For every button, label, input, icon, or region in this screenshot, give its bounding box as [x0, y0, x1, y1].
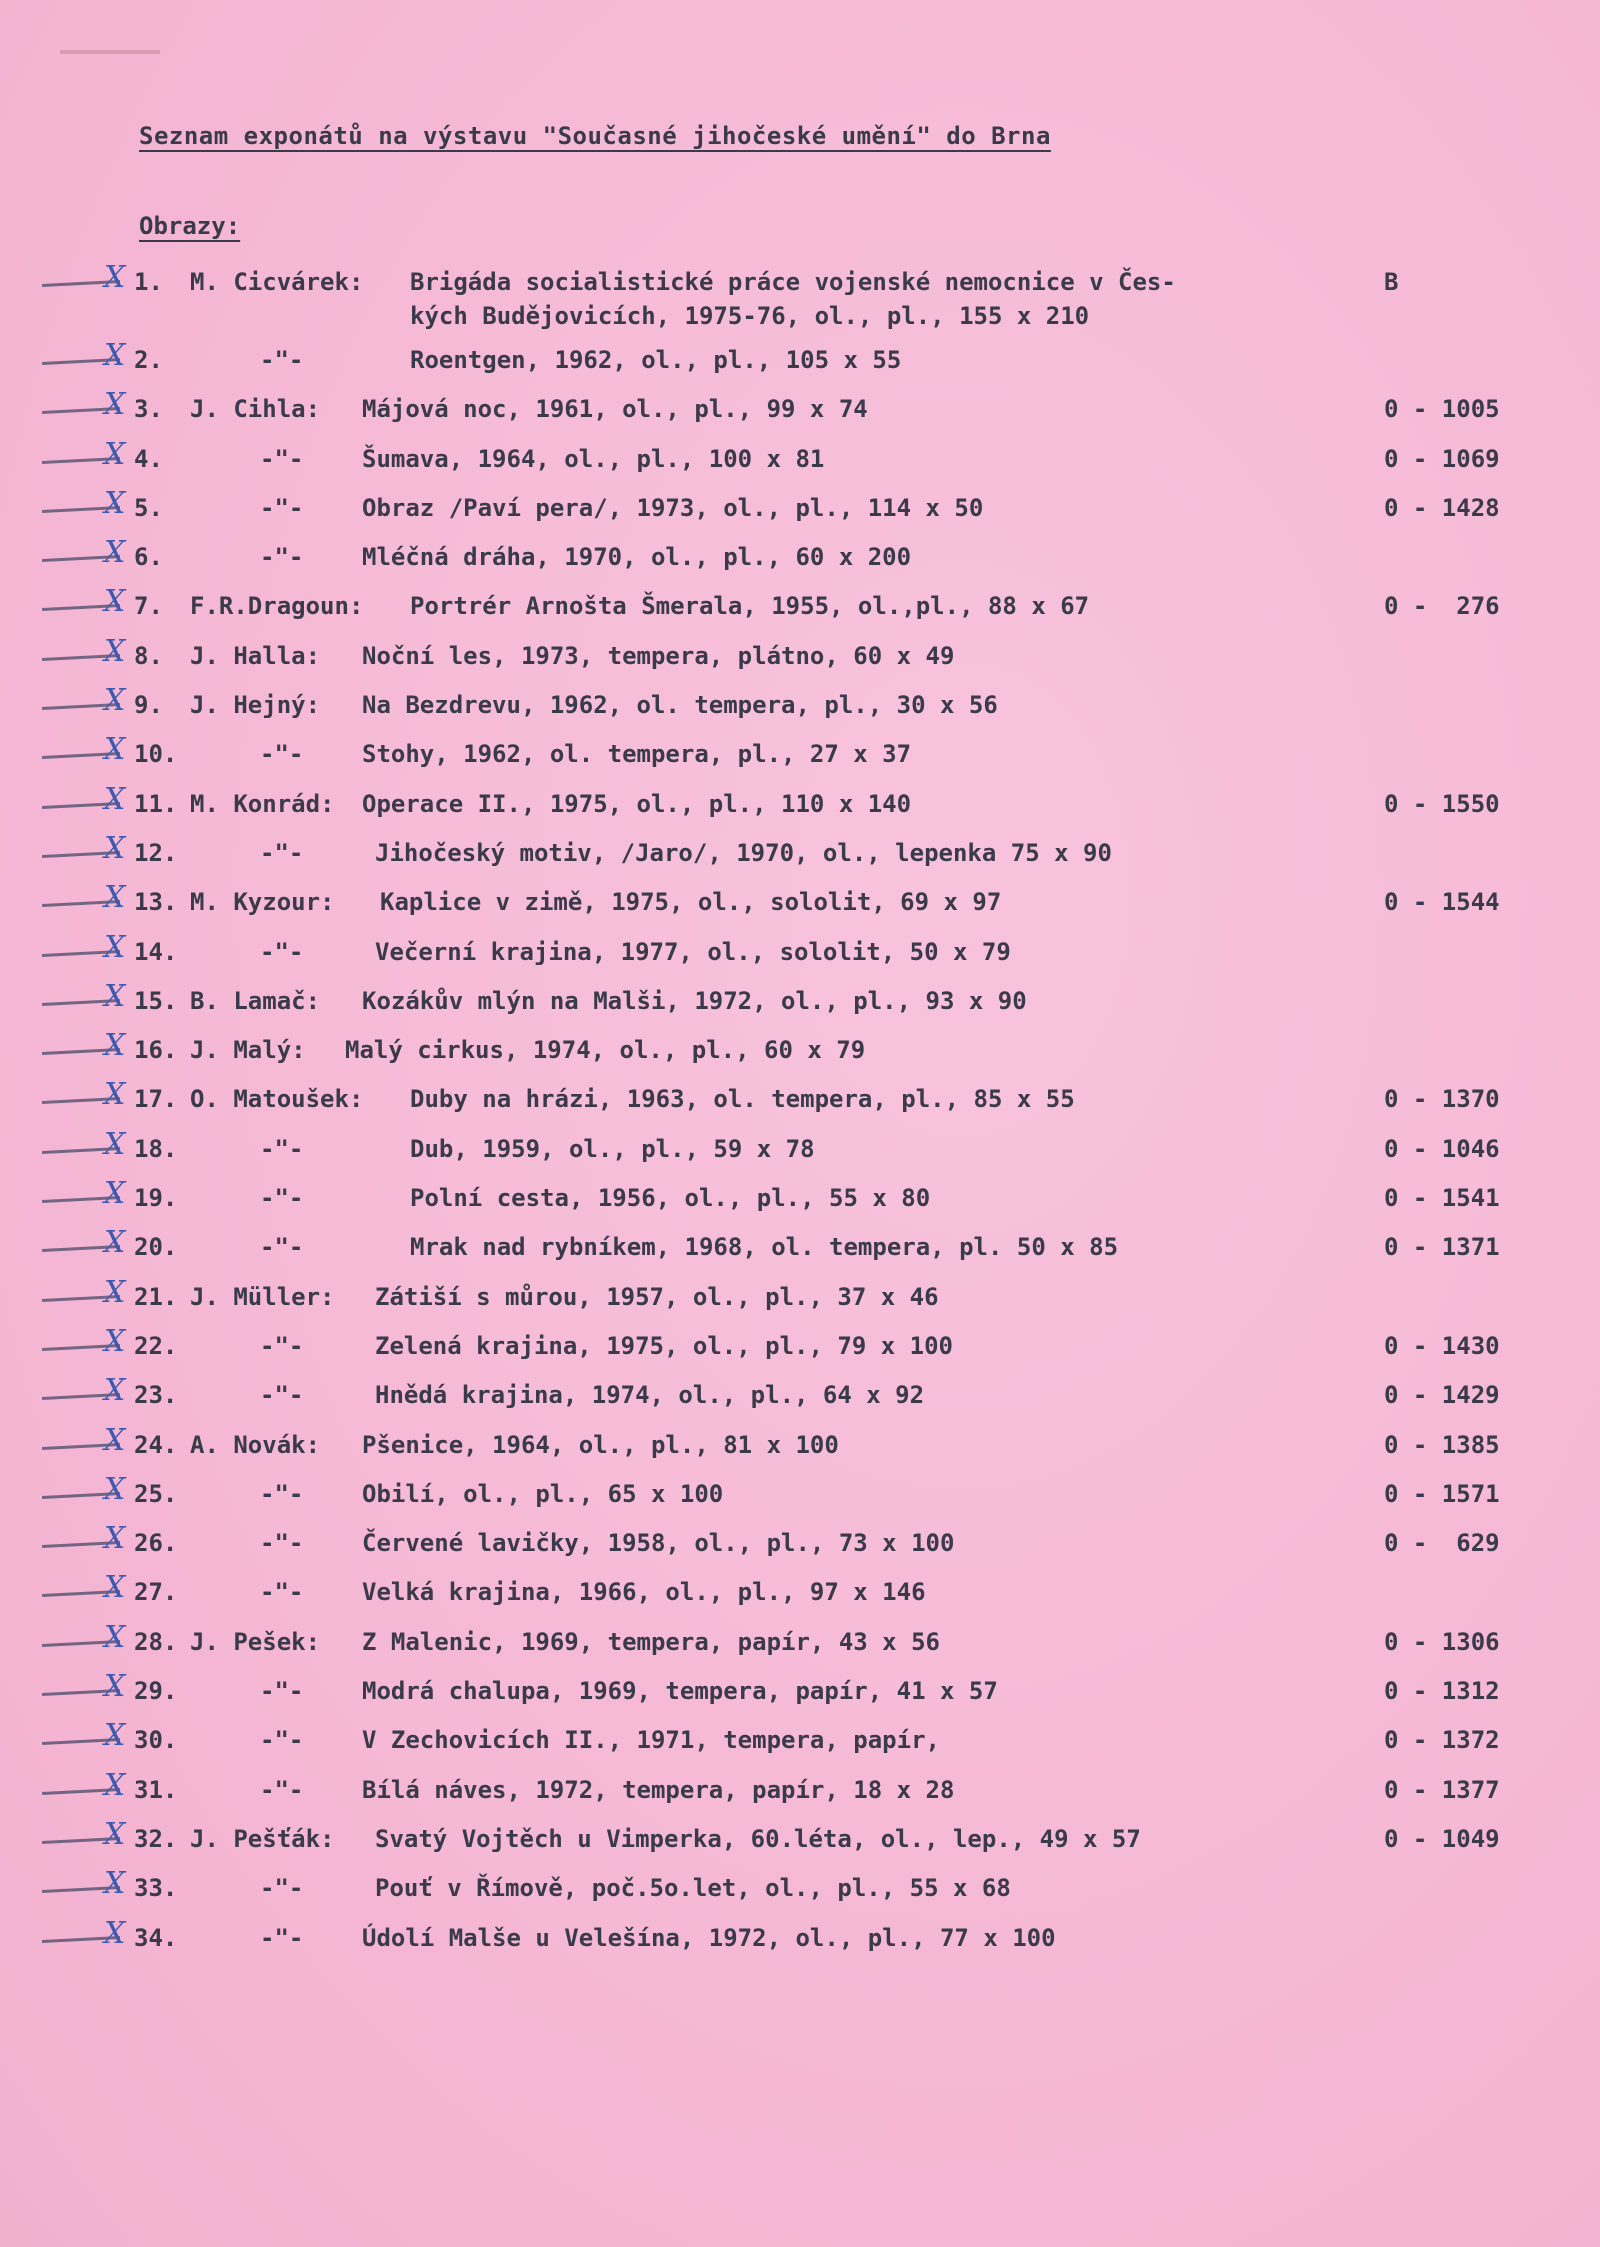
x-mark-icon: X	[104, 1126, 126, 1162]
list-item	[0, 389, 1600, 438]
item-number: 31.	[134, 1775, 178, 1804]
item-number: 20.	[134, 1233, 178, 1262]
exhibit-list	[0, 262, 1600, 1967]
section-heading: Obrazy:	[139, 212, 241, 240]
check-mark-icon	[42, 387, 126, 423]
check-mark-icon	[42, 1718, 126, 1754]
document-title: Seznam exponátů na výstavu "Současné jihočeské umění" do Brna	[139, 122, 1051, 150]
inventory-number: 0 - 1049	[1384, 1824, 1500, 1853]
x-mark-icon: X	[104, 683, 126, 719]
item-number: 7.	[134, 592, 163, 621]
item-work: Májová noc, 1961, ol., pl., 99 x 74	[362, 395, 868, 424]
item-author: J. Pešťák:	[190, 1824, 335, 1853]
list-item	[0, 1126, 1600, 1178]
check-mark-icon	[42, 880, 126, 916]
item-number: 3.	[134, 395, 163, 424]
item-work: Stohy, 1962, ol. tempera, pl., 27 x 37	[362, 740, 912, 769]
list-item	[0, 685, 1600, 734]
check-mark-icon	[42, 1471, 126, 1508]
item-number: 8.	[134, 641, 163, 670]
x-mark-icon: X	[104, 1422, 126, 1458]
check-mark-icon	[42, 260, 126, 296]
item-author: J. Halla:	[190, 641, 321, 670]
item-number: 33.	[134, 1874, 178, 1903]
item-author: -"-	[260, 1184, 304, 1213]
item-number: 19.	[134, 1184, 178, 1213]
list-item	[0, 929, 1600, 981]
item-work: Zelená krajina, 1975, ol., pl., 79 x 100	[375, 1331, 953, 1360]
item-work: Hnědá krajina, 1974, ol., pl., 64 x 92	[375, 1381, 925, 1410]
item-author: -"-	[260, 493, 304, 522]
check-mark-icon	[42, 1422, 126, 1459]
list-item	[0, 830, 1600, 882]
item-work: Svatý Vojtěch u Vimperka, 60.léta, ol., lep., 49 x 57	[375, 1824, 1141, 1853]
check-mark-icon	[42, 978, 126, 1015]
check-mark-icon	[42, 1373, 126, 1409]
x-mark-icon: X	[104, 260, 126, 295]
x-mark-icon: X	[104, 584, 126, 620]
list-item	[0, 1915, 1600, 1967]
inventory-number: 0 - 1371	[1384, 1233, 1500, 1262]
check-mark-icon	[42, 485, 126, 522]
check-mark-icon	[42, 1274, 126, 1311]
list-item	[0, 734, 1600, 783]
x-mark-icon: X	[104, 781, 126, 817]
item-number: 1.	[134, 268, 163, 296]
list-item	[0, 1227, 1600, 1276]
inventory-number: 0 - 1544	[1384, 888, 1500, 917]
x-mark-icon: X	[104, 1767, 126, 1803]
x-mark-icon: X	[104, 1718, 126, 1754]
item-work: Na Bezdrevu, 1962, ol. tempera, pl., 30 x 56	[362, 691, 998, 720]
list-item	[0, 1671, 1600, 1720]
item-author: -"-	[260, 1775, 304, 1804]
check-mark-icon	[42, 1816, 126, 1853]
inventory-number: 0 - 1430	[1384, 1331, 1500, 1360]
list-item	[0, 1079, 1600, 1128]
list-item	[0, 485, 1600, 537]
item-work: Z Malenic, 1969, tempera, papír, 43 x 56	[362, 1627, 940, 1656]
item-work: Bílá náves, 1972, tempera, papír, 18 x 28	[362, 1775, 955, 1804]
item-work: Zátiší s můrou, 1957, ol., pl., 37 x 46	[375, 1282, 939, 1311]
item-author: J. Cihla:	[190, 395, 321, 424]
list-item	[0, 882, 1600, 931]
item-number: 15.	[134, 986, 178, 1015]
inventory-number: 0 - 1385	[1384, 1430, 1500, 1459]
item-author: -"-	[260, 1381, 304, 1410]
item-number: 27.	[134, 1578, 178, 1607]
item-work-continued: kých Budějovicích, 1975-76, ol., pl., 155 x 210	[410, 302, 1090, 330]
item-author: -"-	[260, 1677, 304, 1706]
item-number: 16.	[134, 1036, 178, 1065]
item-number: 4.	[134, 444, 163, 473]
inventory-number: 0 - 1429	[1384, 1381, 1500, 1410]
item-work: Obilí, ol., pl., 65 x 100	[362, 1479, 724, 1508]
item-author: -"-	[260, 740, 304, 769]
inventory-number: 0 - 1372	[1384, 1726, 1500, 1755]
item-author: -"-	[260, 1578, 304, 1607]
inventory-number: 0 - 1550	[1384, 789, 1500, 818]
item-number: 34.	[134, 1923, 178, 1952]
paper-smudge	[60, 50, 160, 54]
item-number: 28.	[134, 1627, 178, 1656]
inventory-number: 0 - 1046	[1384, 1134, 1500, 1163]
x-mark-icon: X	[104, 1866, 126, 1902]
list-item	[0, 537, 1600, 586]
x-mark-icon: X	[104, 1274, 126, 1310]
item-number: 10.	[134, 740, 178, 769]
list-item	[0, 1767, 1600, 1819]
item-work: Modrá chalupa, 1969, tempera, papír, 41 x 57	[362, 1677, 998, 1706]
item-author: -"-	[260, 1479, 304, 1508]
inventory-number: 0 - 1306	[1384, 1627, 1500, 1656]
item-number: 22.	[134, 1331, 178, 1360]
check-mark-icon	[42, 1028, 126, 1064]
item-number: 26.	[134, 1529, 178, 1558]
item-number: 25.	[134, 1479, 178, 1508]
inventory-number: 0 - 1370	[1384, 1085, 1500, 1114]
item-work: Pšenice, 1964, ol., pl., 81 x 100	[362, 1430, 839, 1459]
x-mark-icon: X	[104, 485, 126, 521]
item-number: 17.	[134, 1085, 178, 1114]
item-number: 5.	[134, 493, 163, 522]
check-mark-icon	[42, 1176, 126, 1212]
check-mark-icon	[42, 830, 126, 867]
check-mark-icon	[42, 1767, 126, 1804]
list-item	[0, 1375, 1600, 1424]
check-mark-icon	[42, 1521, 126, 1557]
list-item	[0, 340, 1600, 389]
list-item	[0, 1572, 1600, 1621]
list-item	[0, 1323, 1600, 1375]
check-mark-icon	[42, 1866, 126, 1902]
item-number: 13.	[134, 888, 178, 917]
item-work: Dub, 1959, ol., pl., 59 x 78	[410, 1134, 815, 1163]
check-mark-icon	[42, 732, 126, 768]
check-mark-icon	[42, 781, 126, 818]
item-work: Údolí Malše u Velešína, 1972, ol., pl., 77 x 100	[362, 1923, 1056, 1952]
item-author: -"-	[260, 1331, 304, 1360]
x-mark-icon: X	[104, 1521, 126, 1557]
item-author: -"-	[260, 1874, 304, 1903]
item-work: Jihočeský motiv, /Jaro/, 1970, ol., lepenka 75 x 90	[375, 838, 1112, 867]
item-work: Noční les, 1973, tempera, plátno, 60 x 49	[362, 641, 955, 670]
item-work: Obraz /Paví pera/, 1973, ol., pl., 114 x 50	[362, 493, 984, 522]
item-work: Večerní krajina, 1977, ol., sololit, 50 x 79	[375, 937, 1011, 966]
inventory-number: 0 - 1571	[1384, 1479, 1500, 1508]
x-mark-icon: X	[104, 732, 126, 768]
item-work: Duby na hrázi, 1963, ol. tempera, pl., 85 x 55	[410, 1085, 1075, 1114]
item-author: -"-	[260, 838, 304, 867]
list-item	[0, 1619, 1600, 1671]
list-item	[0, 586, 1600, 635]
list-item	[0, 1422, 1600, 1474]
list-item	[0, 1178, 1600, 1227]
list-item	[0, 1030, 1600, 1079]
item-number: 30.	[134, 1726, 178, 1755]
check-mark-icon	[42, 584, 126, 620]
item-author: J. Malý:	[190, 1036, 306, 1065]
check-mark-icon	[42, 436, 126, 473]
check-mark-icon	[42, 633, 126, 670]
inventory-number: 0 - 1541	[1384, 1184, 1500, 1213]
item-number: 14.	[134, 937, 178, 966]
x-mark-icon: X	[104, 1176, 126, 1212]
item-author: F.R.Dragoun:	[190, 592, 364, 621]
list-item	[0, 1868, 1600, 1917]
item-author: -"-	[260, 1529, 304, 1558]
item-work: Pouť v Římově, poč.5o.let, ol., pl., 55 x 68	[375, 1874, 1011, 1903]
check-mark-icon	[42, 338, 126, 374]
x-mark-icon: X	[104, 929, 126, 965]
check-mark-icon	[42, 1126, 126, 1163]
item-work: Mrak nad rybníkem, 1968, ol. tempera, pl. 50 x 85	[410, 1233, 1119, 1262]
inventory-number: 0 - 1428	[1384, 493, 1500, 522]
check-mark-icon	[42, 535, 126, 571]
x-mark-icon: X	[104, 1816, 126, 1852]
item-author: -"-	[260, 1923, 304, 1952]
inventory-number: 0 - 629	[1384, 1529, 1500, 1558]
item-work: Operace II., 1975, ol., pl., 110 x 140	[362, 789, 912, 818]
item-work: Kaplice v zimě, 1975, ol., sololit, 69 x 97	[380, 888, 1002, 917]
item-author: -"-	[260, 444, 304, 473]
x-mark-icon: X	[104, 1373, 126, 1409]
x-mark-icon: X	[104, 1028, 126, 1064]
item-author: -"-	[260, 1134, 304, 1163]
x-mark-icon: X	[104, 1669, 126, 1705]
list-item	[0, 1471, 1600, 1523]
item-author: B. Lamač:	[190, 986, 321, 1015]
check-mark-icon	[42, 1570, 126, 1606]
x-mark-icon: X	[104, 436, 126, 472]
item-number: 6.	[134, 543, 163, 572]
item-author: J. Hejný:	[190, 691, 321, 720]
x-mark-icon: X	[104, 830, 126, 866]
item-author: -"-	[260, 1233, 304, 1262]
item-number: 2.	[134, 346, 163, 374]
list-item	[0, 1720, 1600, 1769]
x-mark-icon: X	[104, 1077, 126, 1113]
list-item	[0, 436, 1600, 488]
check-mark-icon	[42, 1915, 126, 1952]
list-item	[0, 978, 1600, 1030]
list-item	[0, 1274, 1600, 1326]
check-mark-icon	[42, 1619, 126, 1656]
list-item	[0, 633, 1600, 685]
item-work: Šumava, 1964, ol., pl., 100 x 81	[362, 444, 825, 473]
inventory-number: 0 - 1312	[1384, 1677, 1500, 1706]
item-author: J. Müller:	[190, 1282, 335, 1311]
item-author: M. Cicvárek:	[190, 268, 364, 296]
item-number: 9.	[134, 691, 163, 720]
item-work: Portrér Arnošta Šmerala, 1955, ol.,pl., 88 x 67	[410, 592, 1090, 621]
item-work: V Zechovicích II., 1971, tempera, papír,	[362, 1726, 940, 1755]
inventory-number: 0 - 1005	[1384, 395, 1500, 424]
x-mark-icon: X	[104, 535, 126, 571]
item-work: Brigáda socialistické práce vojenské nemocnice v Čes-	[410, 268, 1176, 296]
item-work: Kozákův mlýn na Malši, 1972, ol., pl., 93 x 90	[362, 986, 1027, 1015]
check-mark-icon	[42, 1669, 126, 1705]
item-author: O. Matoušek:	[190, 1085, 364, 1114]
item-number: 21.	[134, 1282, 178, 1311]
item-number: 32.	[134, 1824, 178, 1853]
item-number: 11.	[134, 789, 178, 818]
inventory-number: 0 - 276	[1384, 592, 1500, 621]
x-mark-icon: X	[104, 1619, 126, 1655]
item-number: 29.	[134, 1677, 178, 1706]
check-mark-icon	[42, 1323, 126, 1360]
x-mark-icon: X	[104, 338, 126, 373]
item-author: M. Kyzour:	[190, 888, 335, 917]
list-item	[0, 1523, 1600, 1572]
item-work: Červené lavičky, 1958, ol., pl., 73 x 100	[362, 1529, 955, 1558]
item-work: Velká krajina, 1966, ol., pl., 97 x 146	[362, 1578, 926, 1607]
item-number: 24.	[134, 1430, 178, 1459]
item-author: A. Novák:	[190, 1430, 321, 1459]
check-mark-icon	[42, 683, 126, 719]
item-number: 18.	[134, 1134, 178, 1163]
x-mark-icon: X	[104, 1323, 126, 1359]
item-work: Malý cirkus, 1974, ol., pl., 60 x 79	[345, 1036, 866, 1065]
x-mark-icon: X	[104, 1225, 126, 1261]
item-author: -"-	[260, 346, 304, 374]
x-mark-icon: X	[104, 633, 126, 669]
item-author: -"-	[260, 937, 304, 966]
x-mark-icon: X	[104, 880, 126, 916]
item-number: 12.	[134, 838, 178, 867]
item-author: J. Pešek:	[190, 1627, 321, 1656]
inventory-number: B	[1384, 268, 1399, 296]
item-author: -"-	[260, 543, 304, 572]
inventory-number: 0 - 1377	[1384, 1775, 1500, 1804]
item-work: Polní cesta, 1956, ol., pl., 55 x 80	[410, 1184, 931, 1213]
x-mark-icon: X	[104, 1570, 126, 1606]
x-mark-icon: X	[104, 1915, 126, 1951]
item-author: M. Konrád:	[190, 789, 335, 818]
item-author: -"-	[260, 1726, 304, 1755]
check-mark-icon	[42, 929, 126, 966]
check-mark-icon	[42, 1077, 126, 1113]
inventory-number: 0 - 1069	[1384, 444, 1500, 473]
list-item	[0, 262, 1600, 340]
item-work: Mléčná dráha, 1970, ol., pl., 60 x 200	[362, 543, 912, 572]
item-work: Roentgen, 1962, ol., pl., 105 x 55	[410, 346, 902, 374]
check-mark-icon	[42, 1225, 126, 1261]
x-mark-icon: X	[104, 387, 126, 423]
list-item	[0, 1816, 1600, 1868]
x-mark-icon: X	[104, 1471, 126, 1507]
item-number: 23.	[134, 1381, 178, 1410]
x-mark-icon: X	[104, 978, 126, 1014]
list-item	[0, 781, 1600, 833]
